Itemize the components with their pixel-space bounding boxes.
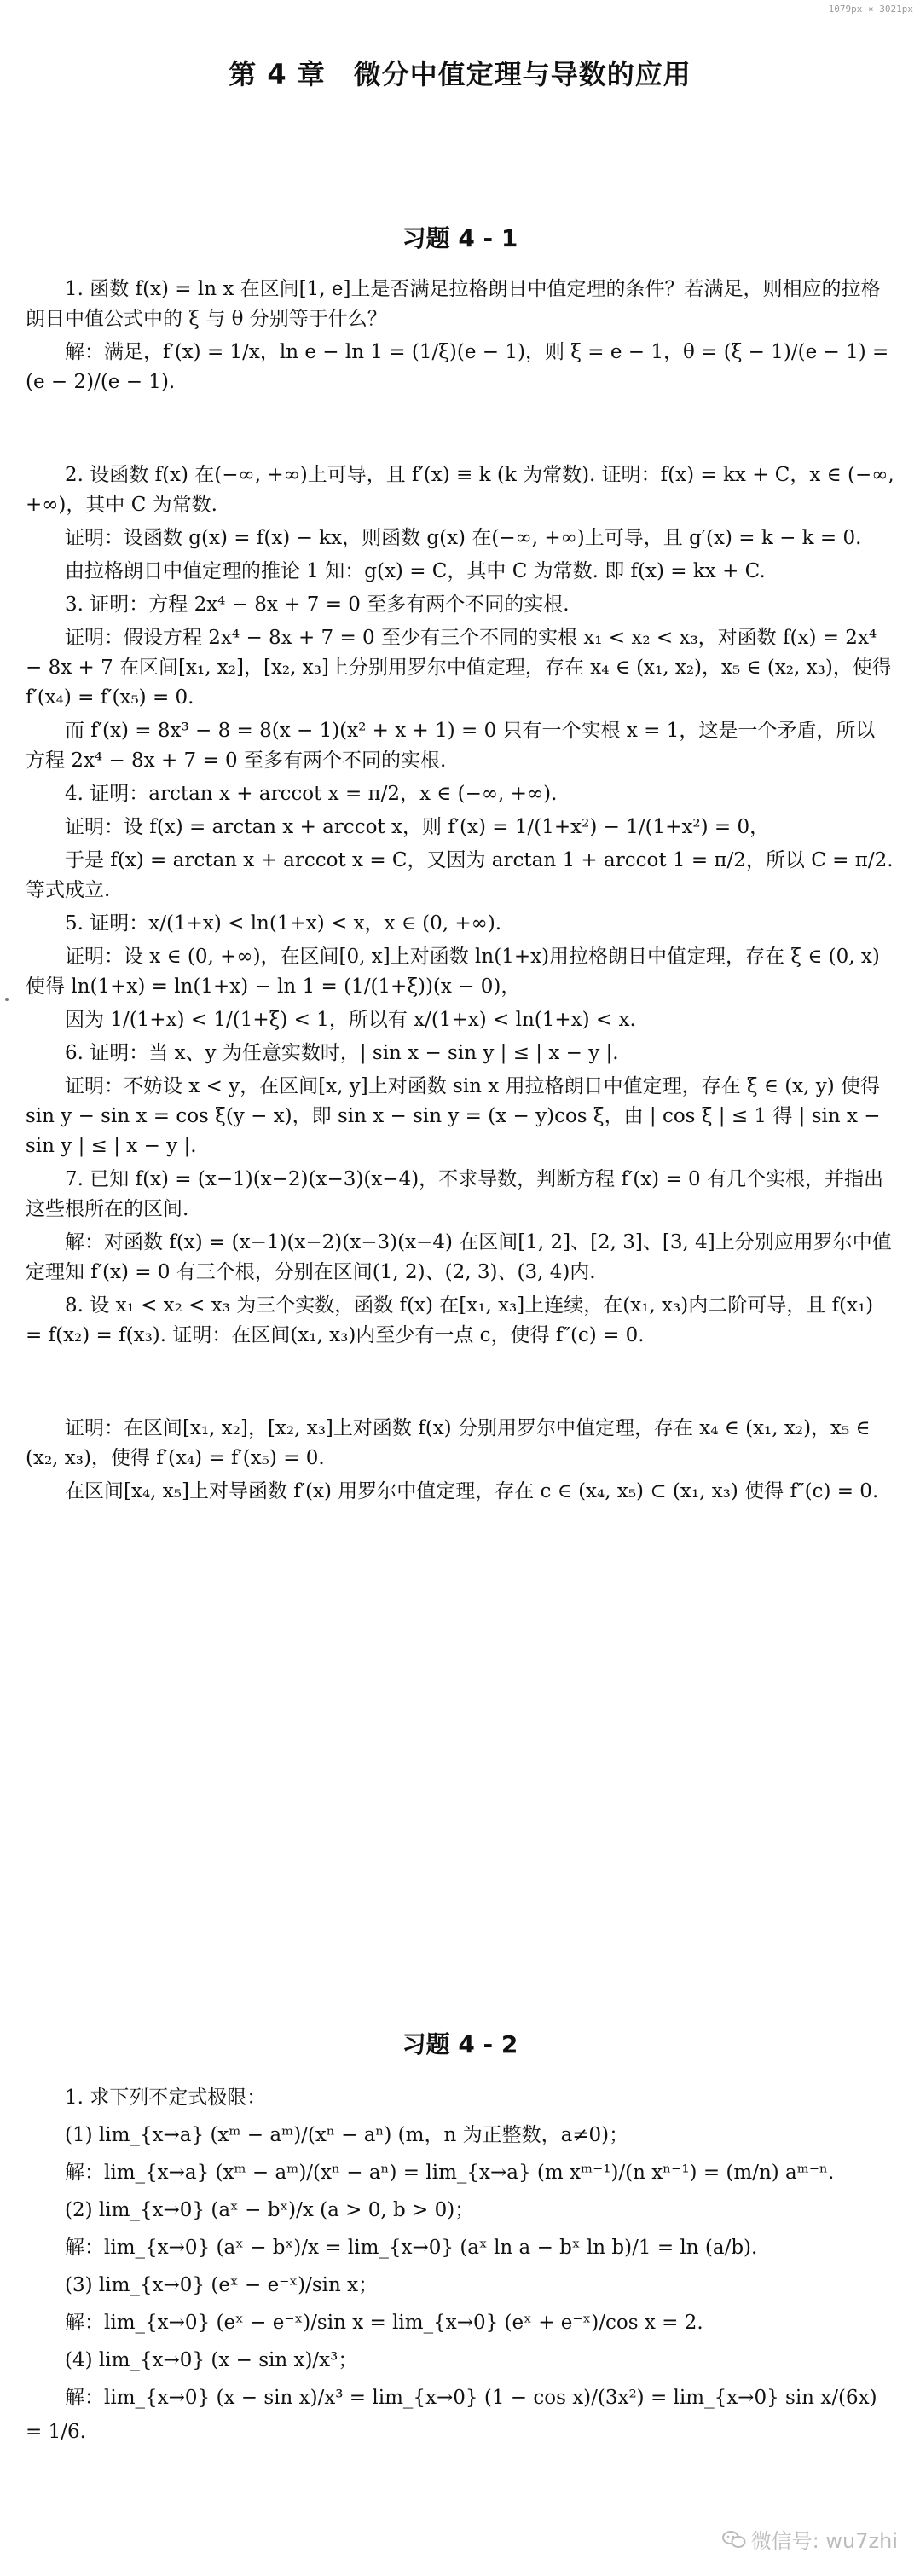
- limit-3-solution: 解：lim_{x→0} (eˣ − e⁻ˣ)/sin x = lim_{x→0} (eˣ + e⁻ˣ)/cos x = 2.: [65, 2312, 703, 2334]
- watermark: [722, 2524, 898, 2554]
- answer-8-part-2: 在区间[x₄, x₅]上对导函数 f′(x) 用罗尔中值定理，存在 c ∈ (x₄, x₅) ⊂ (x₁, x₃) 使得 f″(c) = 0.: [65, 1480, 879, 1502]
- question-7: 7. 已知 f(x) = (x−1)(x−2)(x−3)(x−4)，不求导数，判断方程 f′(x) = 0 有几个实根，并指出这些根所在的区间.: [26, 1168, 883, 1220]
- limit-1: (1) lim_{x→a} (xᵐ − aᵐ)/(xⁿ − aⁿ) (m，n 为正整数，a≠0)；: [65, 2124, 629, 2146]
- question-4: 4. 证明：arctan x + arccot x = π/2，x ∈ (−∞, +∞).: [65, 783, 558, 805]
- limit-3: (3) lim_{x→0} (eˣ − e⁻ˣ)/sin x；: [65, 2274, 379, 2296]
- answer-3-part-1: 证明：假设方程 2x⁴ − 8x + 7 = 0 至少有三个不同的实根 x₁ < x₂ < x₃，对函数 f(x) = 2x⁴ − 8x + 7 在区间[x₁, x₂]，[x₂, x₃]上分别用罗尔中值定理，存在 x₄ ∈ (x₁, x₂)，x₅ ∈ (x₂, x₃)，使得 f′(x₄) = f′(x₅) = 0.: [26, 627, 892, 709]
- limit-4: (4) lim_{x→0} (x − sin x)/x³；: [65, 2349, 358, 2371]
- answer-7: 解：对函数 f(x) = (x−1)(x−2)(x−3)(x−4) 在区间[1, 2]、[2, 3]、[3, 4]上分别应用罗尔中值定理知 f′(x) = 0 有三个根，分别在区间(1, 2)、(2, 3)、(3, 4)内.: [26, 1231, 892, 1283]
- question-5: 5. 证明：x/(1+x) < ln(1+x) < x，x ∈ (0, +∞).: [65, 912, 502, 935]
- answer-8-part-1: 证明：在区间[x₁, x₂]，[x₂, x₃]上对函数 f(x) 分别用罗尔中值定理，存在 x₄ ∈ (x₁, x₂)，x₅ ∈ (x₂, x₃)，使得 f′(x₄) = f′(x₅) = 0.: [26, 1417, 871, 1469]
- answer-2-part-2: 由拉格朗日中值定理的推论 1 知：g(x) = C，其中 C 为常数. 即 f(x) = kx + C.: [65, 560, 766, 582]
- page-size-label: 1079px × 3021px: [828, 3, 913, 14]
- section-title-4-2: 习题 4 - 2: [402, 2030, 518, 2058]
- question-6: 6. 证明：当 x、y 为任意实数时，| sin x − sin y | ≤ | x − y |.: [65, 1042, 619, 1064]
- answer-5-part-2: 因为 1/(1+x) < 1/(1+ξ) < 1，所以有 x/(1+x) < ln(1+x) < x.: [65, 1009, 636, 1031]
- answer-1: 解：满足，f′(x) = 1/x，ln e − ln 1 = (1/ξ)(e − 1)，则 ξ = e − 1，θ = (ξ − 1)/(e − 1) = (e − 2)/(e − 1).: [26, 341, 889, 393]
- problem-1-intro: 1. 求下列不定式极限：: [65, 2087, 267, 2109]
- question-1: 1. 函数 f(x) = ln x 在区间[1, e]上是否满足拉格朗日中值定理的条件？若满足，则相应的拉格朗日中值公式中的 ξ 与 θ 分别等于什么？: [26, 278, 881, 330]
- limit-4-solution: 解：lim_{x→0} (x − sin x)/x³ = lim_{x→0} (1 − cos x)/(3x²) = lim_{x→0} sin x/(6x) = 1/6.: [26, 2387, 877, 2443]
- margin-mark: [5, 998, 9, 1001]
- spacer: [26, 401, 894, 460]
- limit-1-solution: 解：lim_{x→a} (xᵐ − aᵐ)/(xⁿ − aⁿ) = lim_{x→a} (m xᵐ⁻¹)/(n xⁿ⁻¹) = (m/n) aᵐ⁻ⁿ.: [65, 2162, 835, 2184]
- wechat-icon: [722, 2530, 746, 2549]
- limit-2: (2) lim_{x→0} (aˣ − bˣ)/x (a > 0, b > 0)；: [65, 2199, 475, 2221]
- section-4-2-content: [26, 2081, 894, 2452]
- question-2: 2. 设函数 f(x) 在(−∞, +∞)上可导，且 f′(x) ≡ k (k 为常数). 证明：f(x) = kx + C，x ∈ (−∞, +∞)，其中 C 为常数.: [26, 464, 894, 516]
- chapter-title: 第 4 章 微分中值定理与导数的应用: [229, 58, 691, 90]
- spacer: [26, 1354, 894, 1414]
- section-title-4-1: 习题 4 - 1: [402, 224, 518, 252]
- question-8: 8. 设 x₁ < x₂ < x₃ 为三个实数，函数 f(x) 在[x₁, x₃]上连续，在(x₁, x₃)内二阶可导，且 f(x₁) = f(x₂) = f(x₃). 证明：在区间(x₁, x₃)内至少有一点 c，使得 f″(c) = 0.: [26, 1294, 874, 1346]
- answer-2-part-1: 证明：设函数 g(x) = f(x) − kx，则函数 g(x) 在(−∞, +∞)上可导，且 g′(x) = k − k = 0.: [65, 527, 862, 549]
- question-3: 3. 证明：方程 2x⁴ − 8x + 7 = 0 至多有两个不同的实根.: [65, 593, 570, 616]
- answer-5-part-1: 证明：设 x ∈ (0, +∞)，在区间[0, x]上对函数 ln(1+x)用拉格朗日中值定理，存在 ξ ∈ (0, x) 使得 ln(1+x) = ln(1+x) − ln 1 = (1/(1+ξ))(x − 0)，: [26, 946, 880, 998]
- answer-3-part-2: 而 f′(x) = 8x³ − 8 = 8(x − 1)(x² + x + 1) = 0 只有一个实根 x = 1，这是一个矛盾，所以方程 2x⁴ − 8x + 7 = 0 至多有两个不同的实根.: [26, 720, 876, 772]
- answer-6: 证明：不妨设 x < y，在区间[x, y]上对函数 sin x 用拉格朗日中值定理，存在 ξ ∈ (x, y) 使得 sin y − sin x = cos ξ(y − x)，即 sin x − sin y = (x − y)cos ξ，由 | cos ξ | ≤ 1 得 | sin x − sin y | ≤ | x − y |.: [26, 1075, 881, 1157]
- watermark-text: 微信号: wu7zhi: [750, 2529, 898, 2553]
- answer-4-part-2: 于是 f(x) = arctan x + arccot x = C，又因为 arctan 1 + arccot 1 = π/2，所以 C = π/2. 等式成立.: [26, 849, 894, 901]
- limit-2-solution: 解：lim_{x→0} (aˣ − bˣ)/x = lim_{x→0} (aˣ ln a − bˣ ln b)/1 = ln (a/b).: [65, 2237, 758, 2259]
- answer-4-part-1: 证明：设 f(x) = arctan x + arccot x，则 f′(x) = 1/(1+x²) − 1/(1+x²) = 0，: [65, 816, 770, 838]
- section-4-1-content: [26, 275, 894, 1510]
